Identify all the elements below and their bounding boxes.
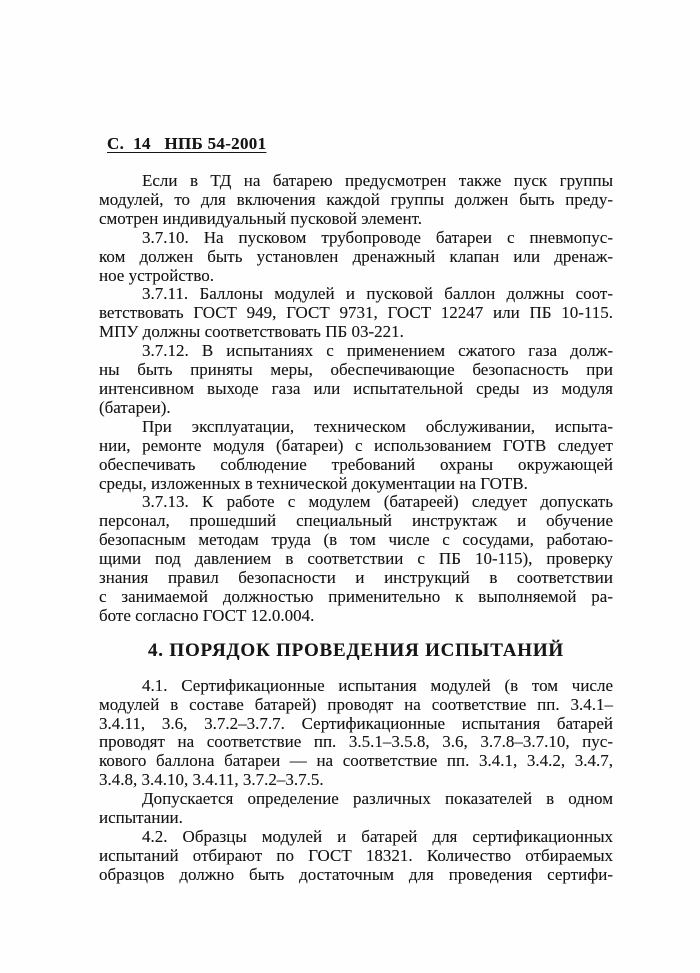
text-line: 4.2. Образцы модулей и батарей для сертификационных <box>142 827 613 846</box>
text-line: персонал, прошедший специальный инструктаж и обучение <box>99 511 613 531</box>
paragraph-gotv-operation <box>99 418 613 494</box>
text-line: 3.7.11. Баллоны модулей и пусковой баллон должны соот- <box>142 284 613 304</box>
text-line: знания правил безопасности и инструкций в соответствии <box>99 568 613 588</box>
paragraph-allowed-indicators <box>99 790 613 828</box>
text-line: обеспечивать соблюдение требований охраны окружающей <box>99 454 613 474</box>
text-line: модулей, то для включения каждой группы должен быть преду- <box>99 189 613 209</box>
text-line: ветствовать ГОСТ 949, ГОСТ 9731, ГОСТ 12247 или ПБ 10-115. <box>99 303 613 323</box>
clause-3-7-12 <box>99 342 613 418</box>
text-line: 3.7.10. На пусковом трубопроводе батареи с пневмопус- <box>142 227 613 247</box>
text-line: нии, ремонте модуля (батареи) с использованием ГОТВ следует <box>99 435 613 455</box>
text-line: ны быть приняты меры, обеспечивающие безопасность при <box>99 360 613 380</box>
text-line: образцов должно быть достаточным для проведения сертифи- <box>99 864 613 884</box>
section-4-heading: 4. ПОРЯДОК ПРОВЕДЕНИЯ ИСПЫТАНИЙ <box>147 639 564 661</box>
text-line: щими под давлением в соответствии с ПБ 10-115), проверку <box>99 549 613 569</box>
paragraph-group-start <box>99 172 613 229</box>
text-line: (батареи). <box>99 397 171 417</box>
text-line: При эксплуатации, техническом обслуживании, испыта- <box>142 416 613 436</box>
page-header: С. 14 НПБ 54-2001 <box>107 134 267 153</box>
clause-4-2 <box>99 828 613 885</box>
text-line: проводят на соответствие пп. 3.5.1–3.5.8, 3.6, 3.7.8–3.7.10, пус- <box>99 732 613 752</box>
text-line: 4.1. Сертификационные испытания модулей (в том числе <box>142 675 613 695</box>
text-line: среды, изложенных в технической документации на ГОТВ. <box>99 473 528 493</box>
text-line: испытании. <box>99 808 183 828</box>
text-line: Если в ТД на батарею предусмотрен также пуск группы <box>142 171 613 190</box>
clause-3-7-10 <box>99 229 613 286</box>
text-line: 3.4.8, 3.4.10, 3.4.11, 3.7.2–3.7.5. <box>99 770 324 790</box>
text-line: с занимаемой должностью применительно к выполняемой ра- <box>99 586 613 606</box>
text-line: МПУ должны соответствовать ПБ 03-221. <box>99 322 404 342</box>
clause-4-1 <box>99 677 613 790</box>
clause-3-7-11 <box>99 285 613 342</box>
clause-3-7-13 <box>99 493 613 625</box>
text-line: 3.4.11, 3.6, 3.7.2–3.7.7. Сертификационные испытания батарей <box>99 713 613 733</box>
text-line: 3.7.13. К работе с модулем (батареей) следует допускать <box>142 492 613 512</box>
text-line: ное устройство. <box>99 265 215 285</box>
text-line: ком должен быть установлен дренажный клапан или дренаж- <box>99 246 613 266</box>
text-line: смотрен индивидуальный пусковой элемент. <box>99 208 423 228</box>
text-line: безопасным методам труда (в том числе с сосудами, работаю- <box>99 530 613 550</box>
text-line: боте согласно ГОСТ 12.0.004. <box>99 605 315 625</box>
document-body <box>99 172 613 885</box>
text-line: 3.7.12. В испытаниях с применением сжатого газа долж- <box>142 341 613 361</box>
text-line: испытаний отбирают по ГОСТ 18321. Количество отбираемых <box>99 845 613 865</box>
text-line: модулей в составе батарей) проводят на соответствие пп. 3.4.1– <box>99 694 613 714</box>
text-line: кового баллона батареи — на соответствие пп. 3.4.1, 3.4.2, 3.4.7, <box>99 751 613 771</box>
text-line: интенсивном выходе газа или испытательной среды из модуля <box>99 378 613 398</box>
text-line: Допускается определение различных показателей в одном <box>142 789 613 809</box>
